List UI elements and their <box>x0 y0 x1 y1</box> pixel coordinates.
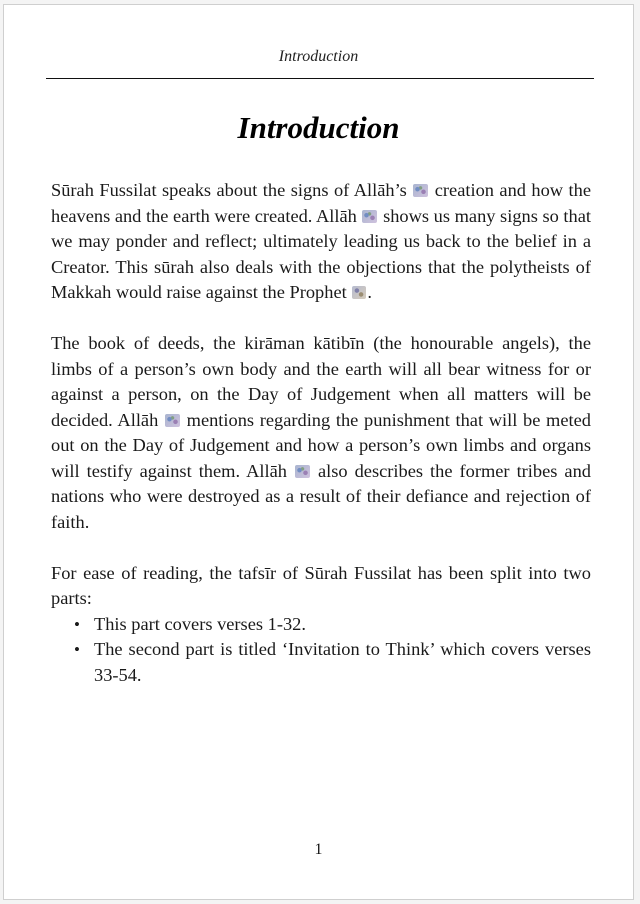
header-divider <box>46 78 594 79</box>
saw-honorific-icon <box>352 286 366 299</box>
swt-honorific-icon <box>165 414 180 427</box>
paragraph-text: . <box>367 282 372 302</box>
paragraph-text: creation and how the heavens and the earth were created. Allāh <box>51 180 591 226</box>
paragraph-witnesses <box>51 331 591 535</box>
parts-intro: For ease of reading, the tafsīr of Sūrah Fussilat has been split into two parts: <box>51 562 591 608</box>
list-item-part-two: • The second part is titled ‘Invitation to Think’ which covers verses 33-54. <box>94 637 591 688</box>
list-item-part-one: • This part covers verses 1-32. <box>94 612 591 638</box>
parts-list <box>51 612 591 689</box>
running-header: Introduction <box>278 48 359 65</box>
swt-honorific-icon <box>362 210 377 223</box>
document-page <box>3 4 634 900</box>
paragraph-text: Sūrah Fussilat speaks about the signs of Allāh’s <box>51 180 407 200</box>
paragraph-surah-overview <box>51 178 591 306</box>
paragraph-text: also describes the former tribes and nations who were destroyed as a result of their defiance and rejection of faith. <box>51 460 591 532</box>
body-text <box>51 178 591 688</box>
chapter-title: Introduction <box>237 110 400 145</box>
swt-honorific-icon <box>413 184 428 197</box>
page-number: 1 <box>314 841 323 858</box>
swt-honorific-icon <box>295 465 310 478</box>
paragraph-reading-parts <box>51 561 591 689</box>
paragraph-text: mentions regarding the punishment that will be meted out on the Day of Judgement and how a person’s own limbs and organs will testify against them. Allāh <box>51 409 591 481</box>
paragraph-text: shows us many signs so that we may ponder and reflect; ultimately leading us back to the belief in a Creator. This sūrah also deals with the objections that the polytheists of Makkah would raise against the Prophet <box>51 205 591 302</box>
paragraph-text: The book of deeds, the kirāman kātibīn (the honourable angels), the limbs of a person’s own body and the earth will all bear witness for or against a person, on the Day of Judgement when all matters will be decided. Allāh <box>51 333 591 430</box>
